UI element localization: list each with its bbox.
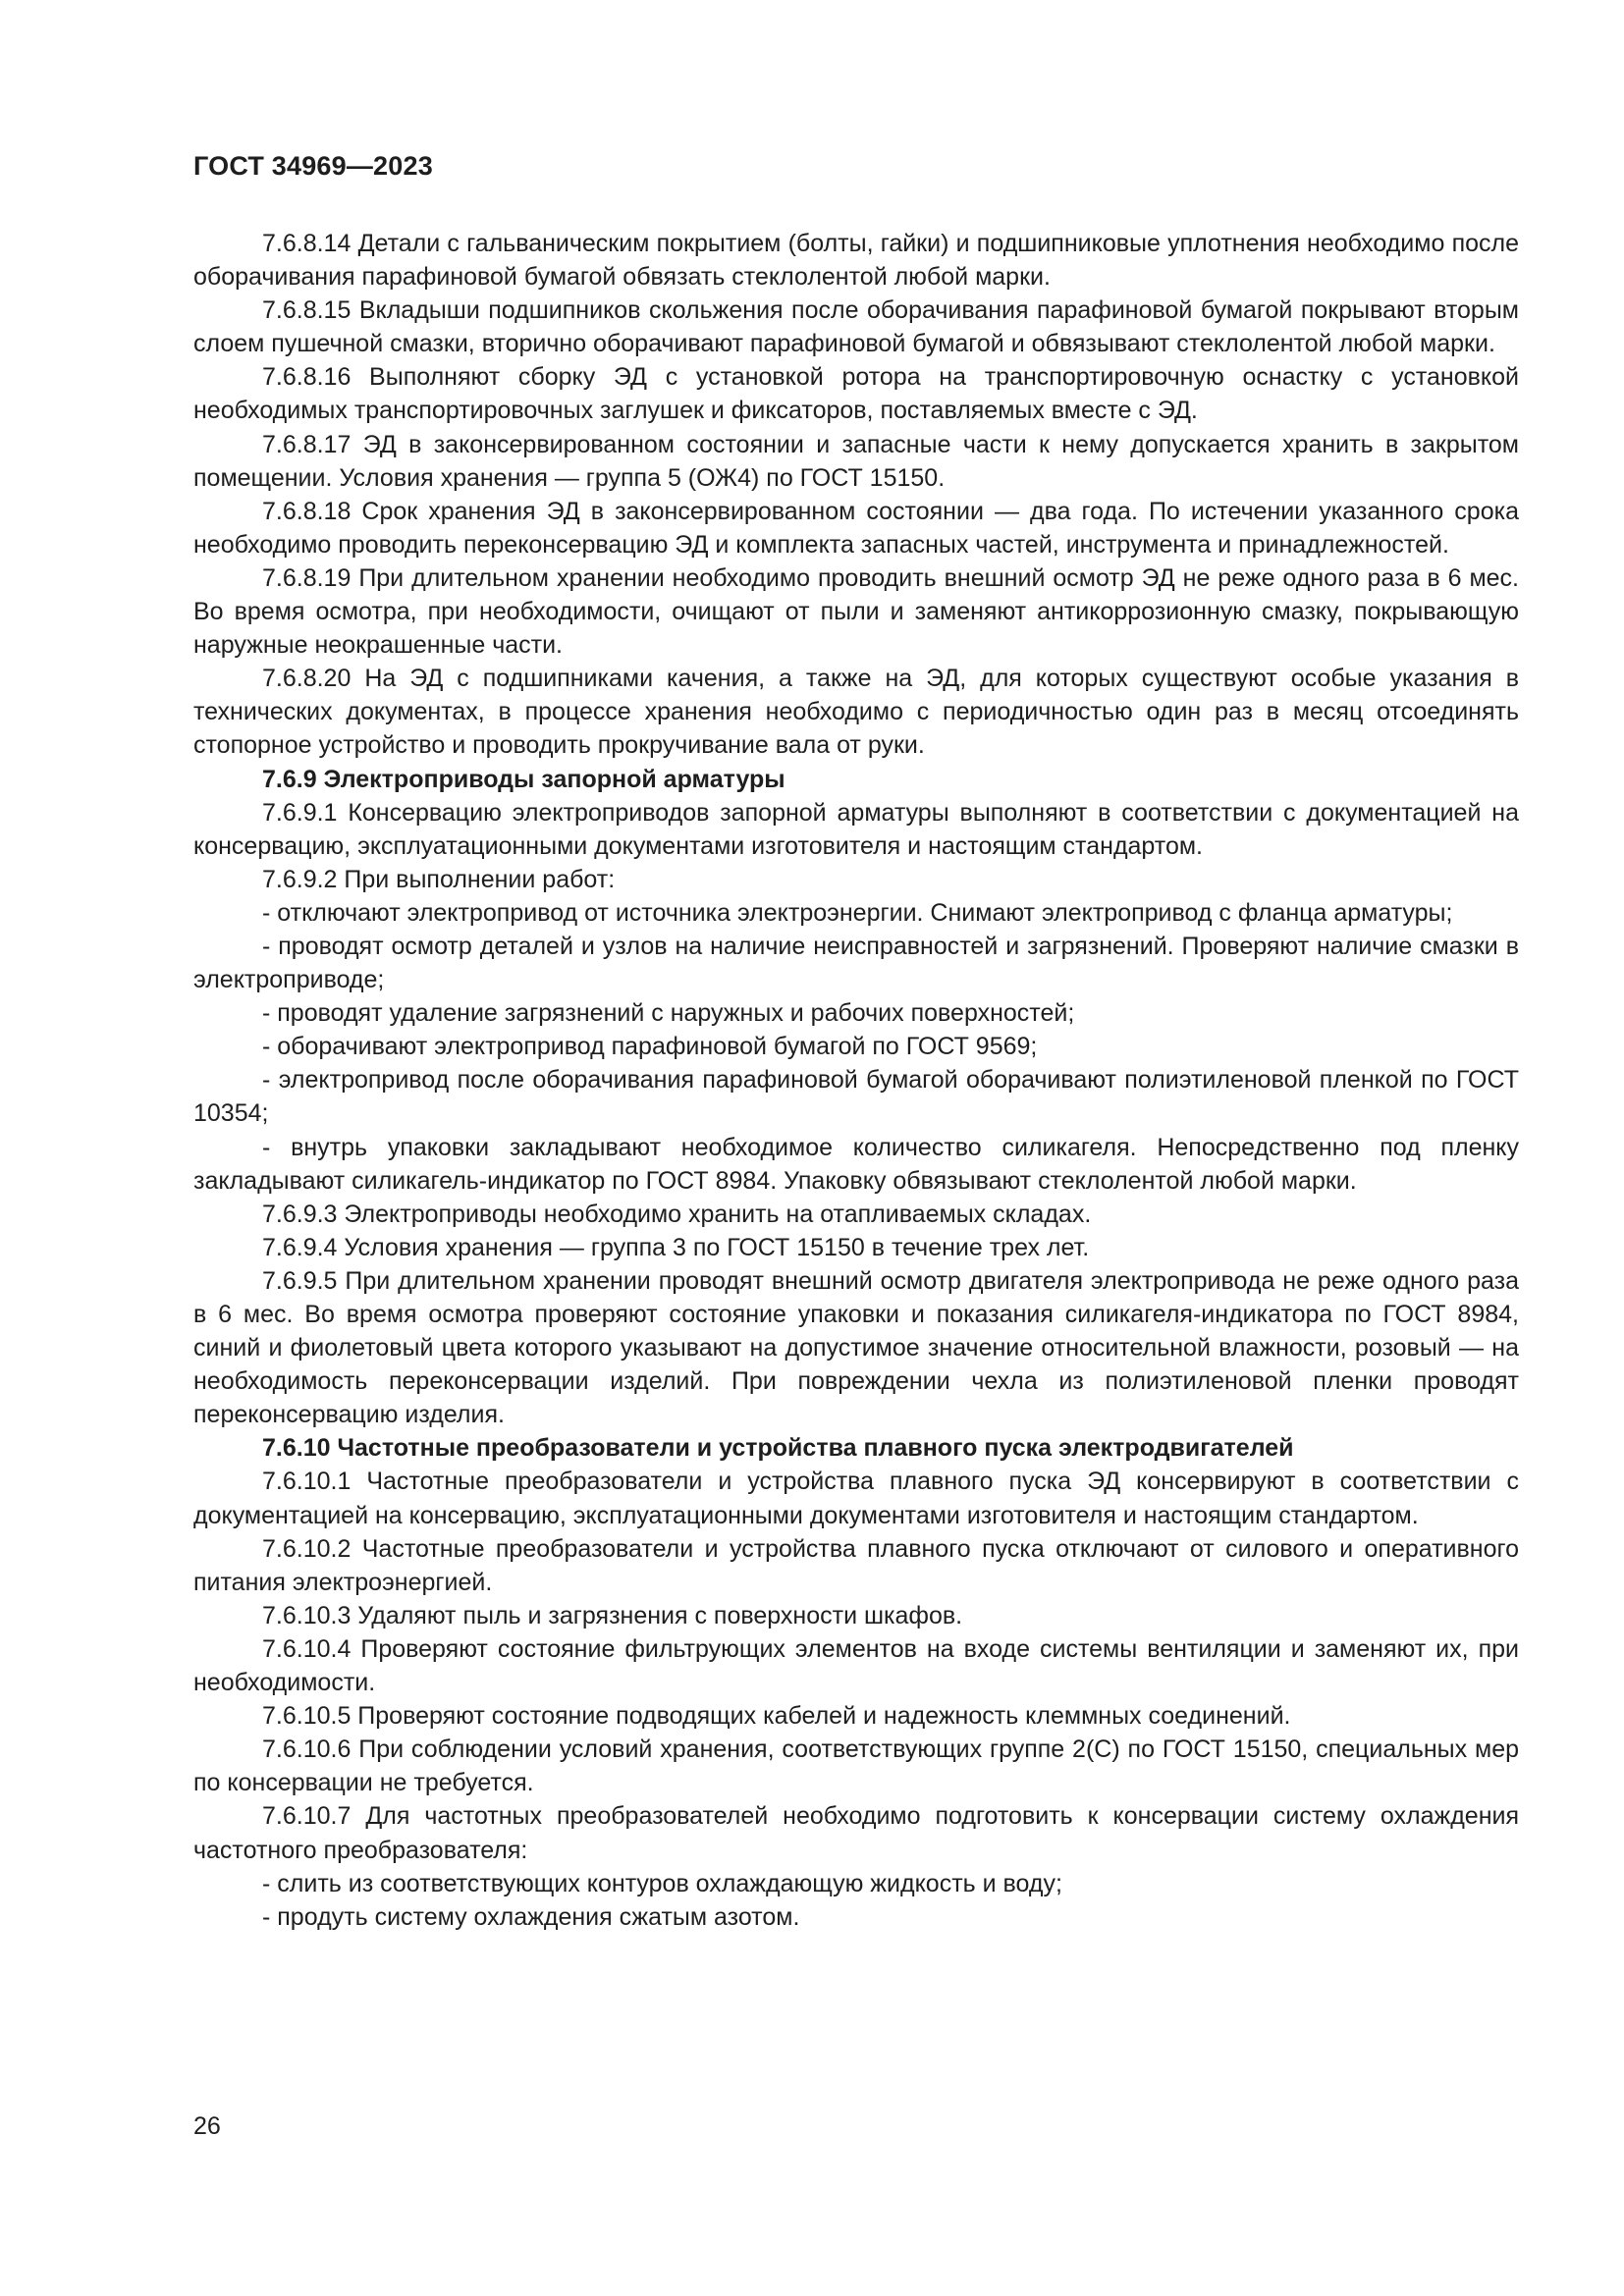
paragraph: 7.6.10.2 Частотные преобразователи и устройства плавного пуска отключают от силового и оперативного питания электроэнергией. <box>193 1534 1519 1596</box>
paragraph: - проводят осмотр деталей и узлов на наличие неисправностей и загрязнений. Проверяют наличие смазки в электроприводе; <box>193 932 1519 994</box>
paragraph: 7.6.10.1 Частотные преобразователи и устройства плавного пуска ЭД консервируют в соответствии с документацией на консервацию, эксплуатационными документами изготовителя и настоящим стандартом. <box>193 1468 1519 1529</box>
paragraph: 7.6.8.14 Детали с гальваническим покрытием (болты, гайки) и подшипниковые уплотнения необходимо после оборачивания парафиновой бумагой обвязать стеклолентой любой марки. <box>193 230 1519 292</box>
paragraph: - отключают электропривод от источника электроэнергии. Снимают электропривод с фланца арматуры; <box>262 898 1453 927</box>
section-heading: 7.6.9 Электроприводы запорной арматуры <box>262 765 785 793</box>
paragraph: 7.6.9.4 Условия хранения — группа 3 по ГОСТ 15150 в течение трех лет. <box>262 1233 1090 1261</box>
paragraph: - слить из соответствующих контуров охлаждающую жидкость и воду; <box>262 1869 1062 1897</box>
paragraph: 7.6.10.4 Проверяют состояние фильтрующих элементов на входе системы вентиляции и заменяют их, при необходимости. <box>193 1634 1519 1697</box>
paragraph: - электропривод после оборачивания парафиновой бумагой оборачивают полиэтиленовой пленкой по ГОСТ 10354; <box>193 1066 1519 1128</box>
paragraph: 7.6.8.15 Вкладыши подшипников скольжения после оборачивания парафиновой бумагой покрывают вторым слоем пушечной смазки, вторично оборачивают парафиновой бумагой и обвязывают стеклолентой любой марки. <box>193 296 1519 358</box>
paragraph: 7.6.10.5 Проверяют состояние подводящих кабелей и надежность клеммных соединений. <box>262 1702 1291 1731</box>
section-heading: 7.6.10 Частотные преобразователи и устройства плавного пуска электродвигателей <box>262 1434 1294 1463</box>
paragraph: - продуть систему охлаждения сжатым азотом. <box>262 1902 800 1931</box>
paragraph: - проводят удаление загрязнений с наружных и рабочих поверхностей; <box>262 999 1075 1028</box>
paragraph: 7.6.9.5 При длительном хранении проводят внешний осмотр двигателя электропривода не реже одного раза в 6 мес. Во время осмотра проверяют состояние упаковки и показания силикагеля-индикатора по ГОСТ 8984, синий и фиолетовый цвета которого указывают на допустимое значение относительной влажности, розовый — на необходимость переконсервации изделий. При повреждении чехла из полиэтиленовой пленки проводят переконсервацию изделия. <box>193 1266 1519 1429</box>
paragraph: 7.6.8.19 При длительном хранении необходимо проводить внешний осмотр ЭД не реже одного раза в 6 мес. Во время осмотра, при необходимости, очищают от пыли и заменяют антикоррозионную смазку, покрывающую наружные неокрашенные части. <box>193 563 1519 660</box>
page-number: 26 <box>193 2112 221 2140</box>
paragraph: 7.6.8.16 Выполняют сборку ЭД с установкой ротора на транспортировочную оснастку с установкой необходимых транспортировочных заглушек и фиксаторов, поставляемых вместе с ЭД. <box>193 363 1519 425</box>
paragraph: - внутрь упаковки закладывают необходимое количество силикагеля. Непосредственно под пленку закладывают силикагель-индикатор по ГОСТ 8984. Упаковку обвязывают стеклолентой любой марки. <box>193 1133 1519 1195</box>
paragraph: 7.6.8.18 Срок хранения ЭД в законсервированном состоянии — два года. По истечении указанного срока необходимо проводить переконсервацию ЭД и комплекта запасных частей, инструмента и принадлежностей. <box>193 497 1519 559</box>
paragraph: 7.6.9.3 Электроприводы необходимо хранить на отапливаемых складах. <box>262 1200 1092 1228</box>
paragraph: 7.6.8.20 На ЭД с подшипниками качения, а также на ЭД, для которых существуют особые указания в технических документах, в процессе хранения необходимо с периодичностью один раз в месяц отсоединять стопорное устройство и проводить прокручивание вала от руки. <box>193 665 1519 760</box>
paragraph: - оборачивают электропривод парафиновой бумагой по ГОСТ 9569; <box>262 1033 1038 1061</box>
paragraph: 7.6.10.6 При соблюдении условий хранения, соответствующих группе 2(С) по ГОСТ 15150, специальных мер по консервации не требуется. <box>193 1735 1519 1797</box>
paragraph: 7.6.10.7 Для частотных преобразователей необходимо подготовить к консервации систему охлаждения частотного преобразователя: <box>193 1802 1519 1864</box>
paragraph: 7.6.8.17 ЭД в законсервированном состоянии и запасные части к нему допускается хранить в закрытом помещении. Условия хранения — группа 5 (ОЖ4) по ГОСТ 15150. <box>193 430 1519 492</box>
paragraph: 7.6.9.1 Консервацию электроприводов запорной арматуры выполняют в соответствии с документацией на консервацию, эксплуатационными документами изготовителя и настоящим стандартом. <box>193 798 1519 860</box>
document-body <box>193 227 1519 1934</box>
paragraph: 7.6.9.2 При выполнении работ: <box>262 865 616 893</box>
paragraph: 7.6.10.3 Удаляют пыль и загрязнения с поверхности шкафов. <box>262 1601 963 1629</box>
document-header: ГОСТ 34969—2023 <box>193 151 433 181</box>
